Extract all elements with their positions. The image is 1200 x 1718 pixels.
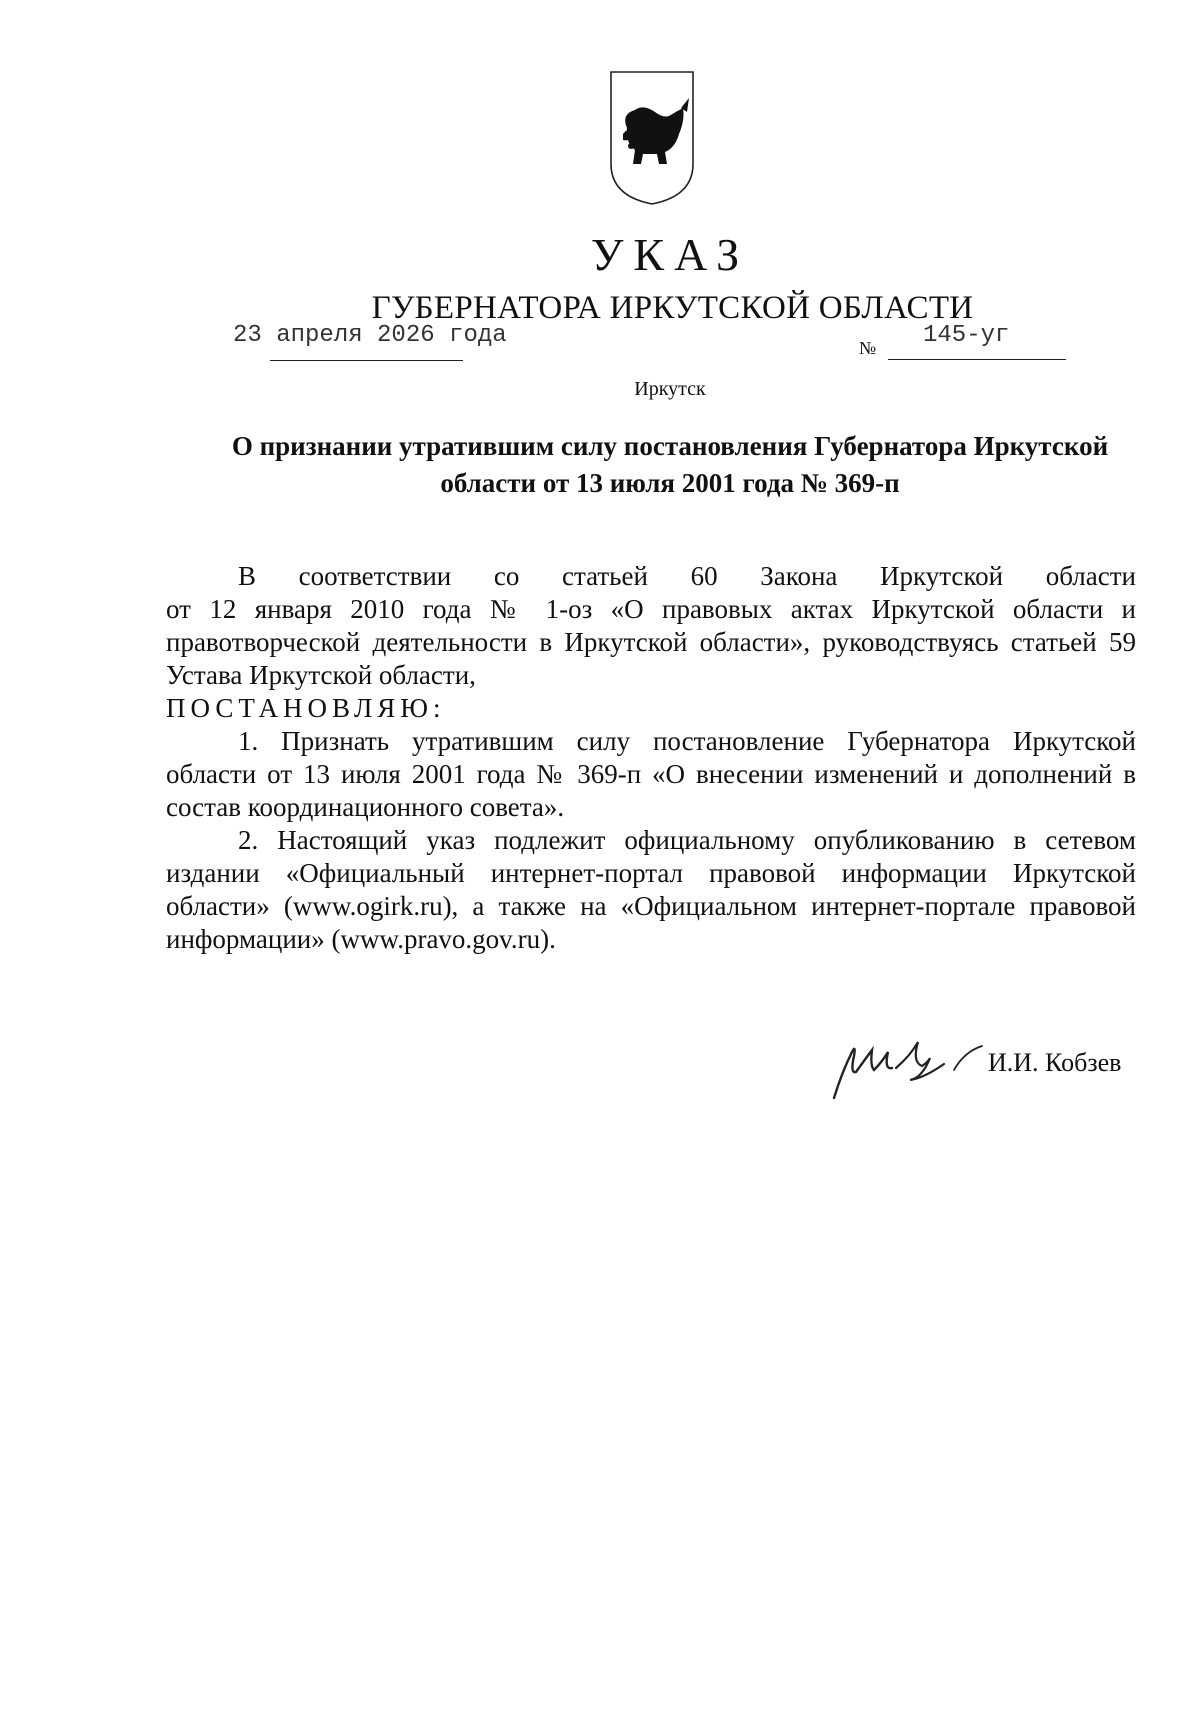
signer-name: И.И. Кобзев — [988, 1048, 1122, 1077]
document-date: 23 апреля 2026 года — [233, 322, 507, 349]
preamble-first-line: В соответствии со статьей 60 Закона Иркутской области — [238, 561, 1136, 591]
decree-word: ПОСТАНОВЛЯЮ: — [166, 693, 446, 723]
irkutsk-coat-of-arms-icon — [607, 68, 697, 208]
document-heading — [180, 428, 1160, 502]
document-body — [166, 560, 1136, 956]
heading-line-1: О признании утратившим силу постановления Губернатора Иркутской — [231, 431, 1109, 461]
heading-line-2: области от 13 июля 2001 года № 369-п — [440, 468, 900, 498]
document-number: 145-уг — [923, 322, 1010, 349]
handwritten-signature — [826, 1022, 986, 1102]
preamble-text: от 12 января 2010 года № 1-оз «О правовых актах Иркутской области и правотворческой деятельности в Иркутской области», руководствуясь статьей 59 Устава Иркутской области, — [166, 594, 1136, 690]
document-subtitle: ГУБЕРНАТОРА ИРКУТСКОЙ ОБЛАСТИ — [371, 290, 974, 326]
number-sign: № — [859, 338, 877, 358]
decree-item-2: 2. Настоящий указ подлежит официальному опубликованию в сетевом издании «Официальный интернет-портал правовой информации Иркутской области» (www.ogirk.ru), а также на «Официальном интернет-портале правовой информации» (www.pravo.gov.ru). — [166, 825, 1136, 954]
number-underline — [888, 359, 1066, 360]
date-underline — [270, 360, 463, 361]
document-title: УКАЗ — [590, 229, 750, 280]
decree-item-1: 1. Признать утратившим силу постановление Губернатора Иркутской области от 13 июля 2001 года № 369-п «О внесении изменений и дополнений в состав координационного совета». — [166, 726, 1136, 822]
document-city: Иркутск — [634, 378, 706, 400]
